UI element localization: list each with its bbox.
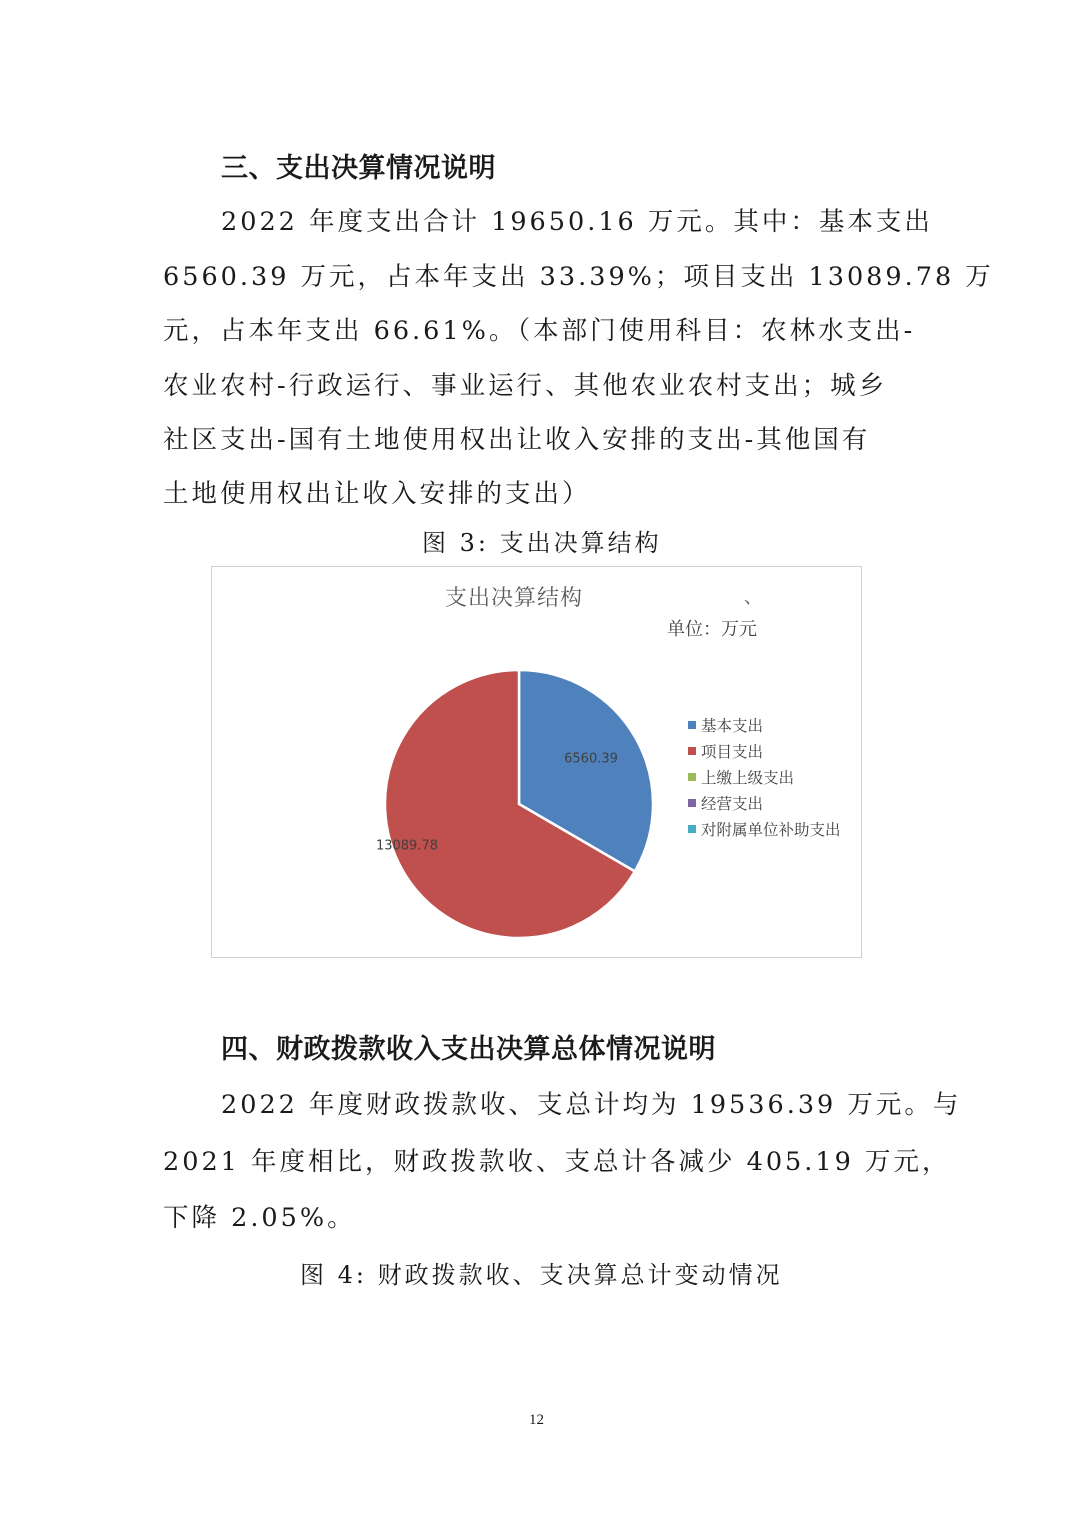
legend-swatch — [688, 773, 696, 781]
legend-swatch — [688, 721, 696, 729]
legend-label: 项目支出 — [701, 743, 764, 761]
chart-legend — [688, 712, 841, 842]
section-4-heading: 四、财政拨款收入支出决算总体情况说明 — [221, 1034, 716, 1065]
page-number: 12 — [529, 1412, 544, 1428]
section-3-paragraph-line: 社区支出-国有土地使用权出让收入安排的支出-其他国有 — [163, 425, 871, 455]
section-4-paragraph-line: 下降 2.05%。 — [163, 1203, 356, 1233]
pie-chart-frame — [211, 566, 862, 958]
section-3-paragraph-line: 元，占本年支出 66.61%。（本部门使用科目：农林水支出- — [163, 316, 916, 346]
legend-item — [688, 816, 841, 842]
legend-item — [688, 790, 841, 816]
pie-data-label: 13089.78 — [375, 838, 438, 854]
chart-title-mark: 、 — [744, 587, 762, 608]
chart-unit-label: 单位：万元 — [667, 619, 757, 640]
section-3-paragraph-line: 农业农村-行政运行、事业运行、其他农业农村支出；城乡 — [163, 371, 888, 401]
legend-label: 对附属单位补助支出 — [701, 821, 841, 839]
legend-label: 基本支出 — [701, 717, 764, 735]
legend-label: 经营支出 — [701, 795, 764, 813]
section-4-paragraph-line: 2021 年度相比，财政拨款收、支总计各减少 405.19 万元， — [163, 1147, 951, 1177]
legend-label: 上缴上级支出 — [701, 769, 795, 787]
legend-swatch — [688, 747, 696, 755]
chart-title: 支出决算结构 — [445, 586, 584, 611]
section-3-paragraph-line: 6560.39 万元，占本年支出 33.39%；项目支出 13089.78 万 — [163, 262, 994, 292]
legend-item — [688, 738, 841, 764]
legend-item — [688, 764, 841, 790]
legend-item — [688, 712, 841, 738]
figure-3-caption: 图 3: 支出决算结构 — [422, 529, 662, 557]
legend-swatch — [688, 825, 696, 833]
pie-data-label: 6560.39 — [564, 751, 618, 767]
section-3-heading: 三、支出决算情况说明 — [221, 153, 496, 184]
section-3-paragraph-line: 土地使用权出让收入安排的支出） — [163, 479, 591, 509]
figure-4-caption: 图 4: 财政拨款收、支决算总计变动情况 — [300, 1261, 783, 1289]
section-3-paragraph-line: 2022 年度支出合计 19650.16 万元。其中：基本支出 — [221, 207, 933, 237]
legend-swatch — [688, 799, 696, 807]
section-4-paragraph-line: 2022 年度财政拨款收、支总计均为 19536.39 万元。与 — [221, 1090, 962, 1120]
